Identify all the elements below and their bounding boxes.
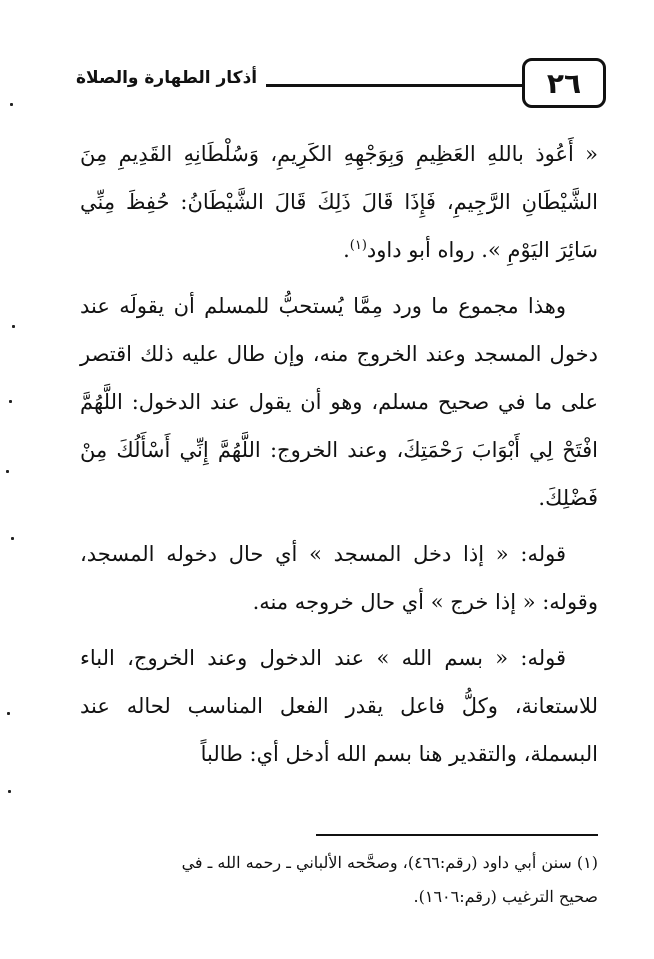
page-header xyxy=(76,58,606,110)
paragraph-4: قوله: « بسم الله » عند الدخول وعند الخروج، الباء للاستعانة، وكلُّ فاعل يقدر الفعل المناسب لحاله عند البسملة، والتقدير هنا بسم الله أدخل أي: طالباً xyxy=(80,646,598,766)
footnote-reference: (١) xyxy=(349,238,367,253)
body-text xyxy=(80,130,598,786)
paragraph-1 xyxy=(80,130,598,274)
footnotes xyxy=(80,846,598,914)
running-title: أذكار الطهارة والصلاة xyxy=(76,68,258,88)
footnote-separator xyxy=(316,834,598,836)
scan-speck xyxy=(7,712,10,715)
scan-speck xyxy=(10,103,13,106)
page-number-box xyxy=(522,58,606,108)
scan-speck xyxy=(9,400,12,403)
scan-speck xyxy=(8,790,11,793)
footnote-line-1: (١) سنن أبي داود (رقم:٤٦٦)، وصحَّحه الألباني ـ رحمه الله ـ في xyxy=(181,853,598,872)
hadith-text: « أَعُوذ باللهِ العَظِيمِ وَبِوَجْهِهِ الكَرِيمِ، وَسُلْطَانِهِ القَدِيمِ مِنَ الشَّيْطَانِ الرَّجِيمِ، فَإِذَا قَالَ ذَلِكَ قَالَ الشَّيْطَانُ: حُفِظَ مِنِّي سَائِرَ اليَوْمِ ». رواه أبو داود xyxy=(80,142,598,262)
footnote-line-2: صحيح الترغيب (رقم:١٦٠٦). xyxy=(413,887,598,906)
sentence-end: . xyxy=(343,238,350,262)
page-number: ٢٦ xyxy=(546,66,582,100)
scan-speck xyxy=(11,537,14,540)
scan-speck xyxy=(12,325,15,328)
header-rule xyxy=(266,84,522,87)
scan-speck xyxy=(6,470,9,473)
paragraph-3: قوله: « إذا دخل المسجد » أي حال دخوله المسجد، وقوله: « إذا خرج » أي حال خروجه منه. xyxy=(80,542,598,614)
paragraph-2: وهذا مجموع ما ورد مِمَّا يُستحبُّ للمسلم أن يقولَه عند دخول المسجد وعند الخروج منه، وإن طال عليه ذلك اقتصر على ما في صحيح مسلم، وهو أن يقول عند الدخول: اللَّهُمَّ افْتَحْ لِي أَبْوَابَ رَحْمَتِكَ، وعند الخروج: اللَّهُمَّ إِنِّي أَسْأَلُكَ مِنْ فَضْلِكَ. xyxy=(80,294,598,510)
